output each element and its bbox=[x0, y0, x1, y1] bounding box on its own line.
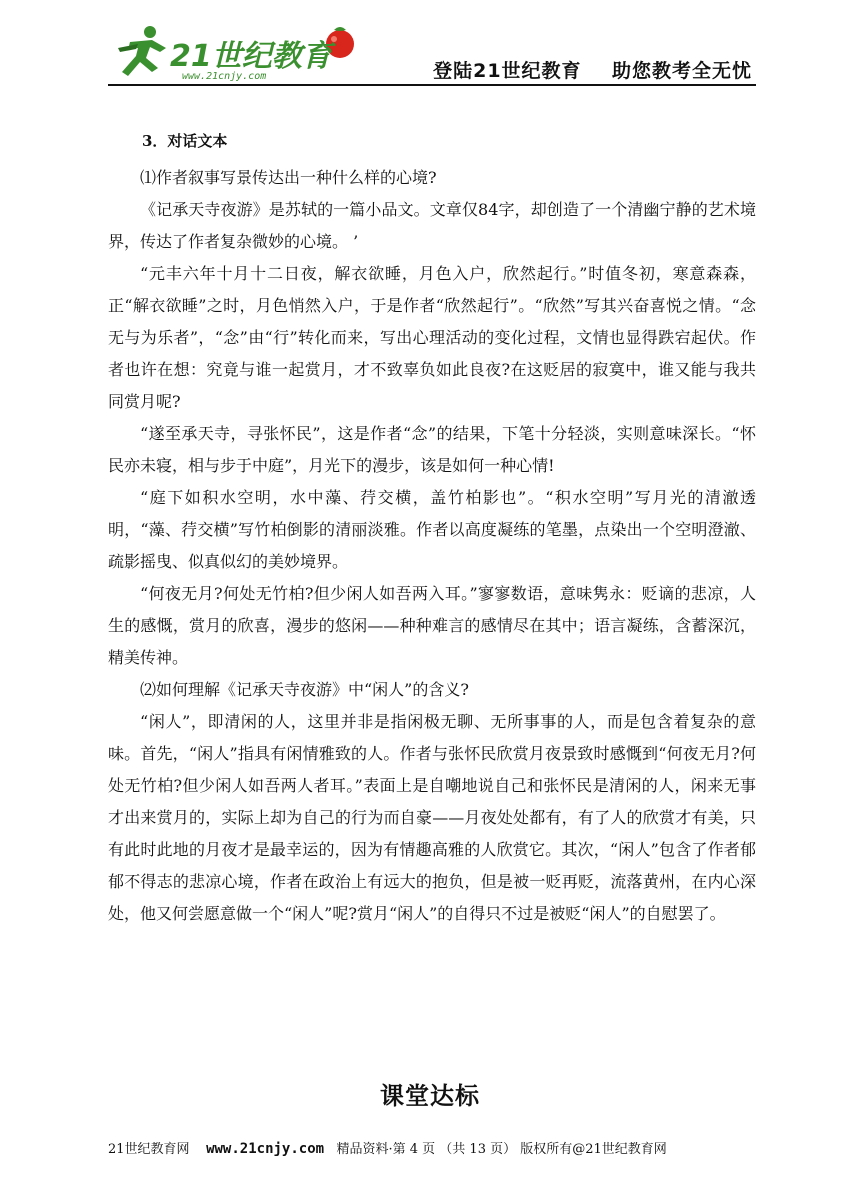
runner-icon bbox=[118, 26, 166, 76]
site-logo bbox=[108, 22, 408, 82]
footer-right: 精品资料·第 4 页 （共 13 页） 版权所有@21世纪教育网 bbox=[324, 1142, 667, 1157]
paragraph: “何夜无月?何处无竹柏?但少闲人如吾两入耳。”寥寥数语，意味隽永：贬谪的悲凉，人生的感慨，赏月的欣喜，漫步的悠闲——种种难言的感情尽在其中；语言凝练，含蓄深沉，精美传神。 bbox=[108, 584, 756, 667]
page-header bbox=[108, 22, 756, 84]
section-heading: 课堂达标 bbox=[380, 1082, 480, 1110]
header-slogan: 登陆21世纪教育 助您教考全无忧 bbox=[433, 60, 752, 82]
question-1: ⑴作者叙事写景传达出一种什么样的心境? bbox=[140, 168, 437, 187]
question-2: ⑵如何理解《记承天寺夜游》中“闲人”的含义? bbox=[140, 680, 469, 699]
paragraph: “遂至承天寺，寻张怀民”，这是作者“念”的结果，下笔十分轻淡，实则意味深长。“怀民亦未寝，相与步于中庭”，月光下的漫步，该是如何一种心情! bbox=[108, 424, 756, 475]
paragraph: “闲人”，即清闲的人，这里并非是指闲极无聊、无所事事的人，而是包含着复杂的意味。首先，“闲人”指具有闲情雅致的人。作者与张怀民欣赏月夜景致时感慨到“何夜无月?何处无竹柏?但少闲人如吾两人者耳。”表面上是自嘲地说自己和张怀民是清闲的人，闲来无事才出来赏月的，实际上却为自己的行为而自豪——月夜处处都有，有了人的欣赏才有美，只有此时此地的月夜才是最幸运的，因为有情趣高雅的人欣赏它。其次，“闲人”包含了作者郁郁不得志的悲凉心境，作者在政治上有远大的抱负，但是被一贬再贬，流落黄州，在内心深处，他又何尝愿意做一个“闲人”呢?赏月“闲人”的自得只不过是被贬“闲人”的自慰罢了。 bbox=[108, 712, 756, 923]
logo-text: 21世纪教育 bbox=[170, 39, 332, 74]
section-title: 3．对话文本 bbox=[142, 132, 228, 150]
paragraph: “元丰六年十月十二日夜，解衣欲睡，月色入户，欣然起行。”时值冬初，寒意森森，正“解衣欲睡”之时，月色悄然入户，于是作者“欣然起行”。“欣然”写其兴奋喜悦之情。“念无与为乐者”，“念”由“行”转化而来，写出心理活动的变化过程，文情也显得跌宕起伏。作者也许在想：究竟与谁一起赏月，才不致辜负如此良夜?在这贬居的寂寞中，谁又能与我共同赏月呢? bbox=[108, 264, 756, 411]
logo-url: www.21cnjy.com bbox=[182, 71, 267, 82]
footer-site-link[interactable]: www.21cnjy.com bbox=[206, 1141, 325, 1157]
footer-left: 21世纪教育网 bbox=[108, 1142, 207, 1157]
page-footer bbox=[108, 1138, 756, 1157]
paragraph: 《记承天寺夜游》是苏轼的一篇小品文。文章仅84字，却创造了一个清幽宁静的艺术境界，传达了作者复杂微妙的心境。 ’ bbox=[108, 200, 756, 251]
paragraph: “庭下如积水空明，水中藻、荇交横，盖竹柏影也”。“积水空明”写月光的清澈透明，“藻、荇交横”写竹柏倒影的清丽淡雅。作者以高度凝练的笔墨，点染出一个空明澄澈、疏影摇曳、似真似幻的美妙境界。 bbox=[108, 488, 756, 571]
header-divider bbox=[108, 84, 756, 86]
document-body bbox=[108, 130, 756, 930]
